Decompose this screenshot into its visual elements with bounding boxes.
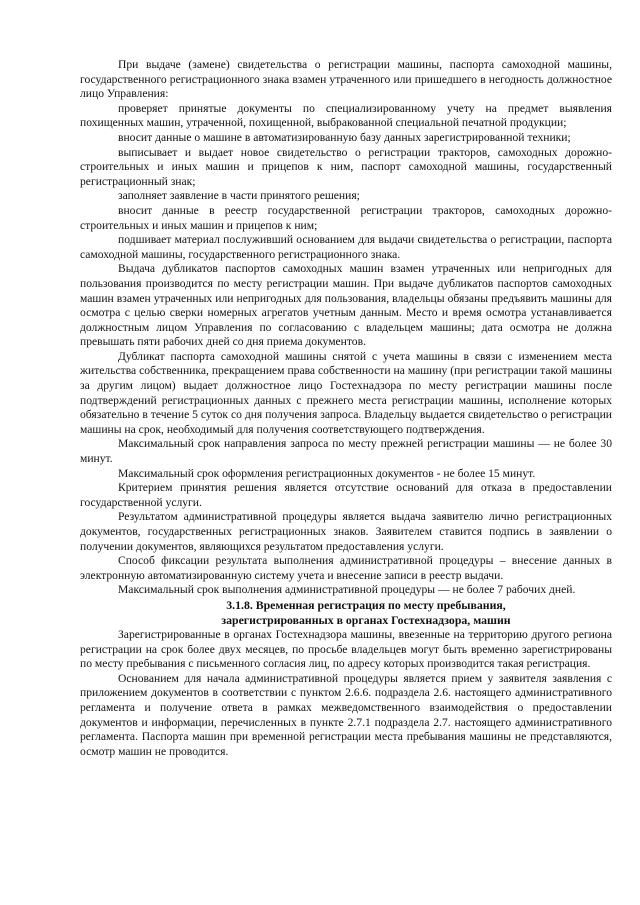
paragraph-request-deadline: Максимальный срок направления запроса по месту прежней регистрации машины — не более 30 минут. bbox=[80, 437, 612, 466]
paragraph-duplicate-deregistered: Дубликат паспорта самоходной машины снятой с учета машины в связи с изменением места жительства собственника, прекращением права собственности на машину (при регистрации такой машины за другим лицом) выдает должностное лицо Гостехнадзора по месту регистрации машины после подтверждений регистрационных данных с прежнего места регистрации машины, исполнение которых обязательно в течение 5 суток со дня получения запроса. Владельцу выдается свидетельство о регистрации машины на срок, необходимый для получения соответствующего подтверждения. bbox=[80, 349, 612, 436]
body-before-heading bbox=[80, 58, 612, 598]
paragraph-issue-certificate: выписывает и выдает новое свидетельство о регистрации тракторов, самоходных дорожно-строительных и иных машин и прицепов к ним, паспорт самоходной машины, государственный регистрационный знак; bbox=[80, 145, 612, 188]
paragraph-max-duration: Максимальный срок выполнения административной процедуры — не более 7 рабочих дней. bbox=[118, 583, 576, 597]
paragraph-procedure-basis: Основанием для начала административной процедуры является прием у заявителя заявления с приложением документов в соответствии с пунктом 2.6.6. подраздела 2.6. настоящего административного регламента и получение ответа в рамках межведомственного взаимодействия о предоставлении документов и информации, перечисленных в пункте 2.7.1 подраздела 2.7. настоящего административного регламента. Паспорта машин при временной регистрации места пребывания машины не представляются, осмотр машин не проводится. bbox=[80, 671, 612, 758]
section-heading-line-1: 3.1.8. Временная регистрация по месту пребывания, bbox=[226, 597, 506, 612]
paragraph-duplicate-passports: Выдача дубликатов паспортов самоходных машин взамен утраченных или непригодных для пользования производится по месту регистрации машин. При выдаче дубликатов паспортов самоходных машин взамен утраченных или непригодных для пользования, владельцы обязаны предъявить машины для осмотра с целью сверки номерных агрегатов учетным данным. Место и время осмотра устанавливается должностным лицом Управления по согласованию с владельцем машины; дата осмотра не должна превышать пяти рабочих дней со дня приема документов. bbox=[80, 262, 612, 349]
section-heading bbox=[80, 598, 612, 628]
paragraph-check-documents: проверяет принятые документы по специализированному учету на предмет выявления похищенных машин, утраченной, похищенной, выбракованной специальной печатной продукции; bbox=[80, 101, 612, 130]
body-after-heading bbox=[80, 628, 612, 759]
paragraph-processing-deadline: Максимальный срок оформления регистрационных документов - не более 15 минут. bbox=[118, 466, 536, 480]
paragraph-temporary-registration: Зарегистрированные в органах Гостехнадзора машины, ввезенные на территорию другого региона регистрации на срок более двух месяцев, по просьбе владельцев могут быть временно зарегистрированы по месту пребывания с письменного согласия лиц, по адресу которых производится такая регистрация. bbox=[80, 627, 612, 671]
paragraph-enter-database: вносит данные о машине в автоматизированную базу данных зарегистрированной техники; bbox=[118, 130, 571, 144]
paragraph-file-materials: подшивает материал послуживший основанием для выдачи свидетельства о регистрации, паспорта самоходной машины, государственного регистрационного знака. bbox=[80, 233, 612, 261]
paragraph-decision-criterion: Критерием принятия решения является отсутствие оснований для отказа в предоставлении государственной услуги. bbox=[80, 481, 612, 509]
paragraph-enter-registry: вносит данные в реестр государственной регистрации тракторов, самоходных дорожно-строительных и иных машин и прицепов к ним; bbox=[80, 203, 612, 232]
section-heading-line-2: зарегистрированных в органах Гостехнадзора, машин bbox=[221, 612, 511, 627]
paragraph-issue-intro: При выдаче (замене) свидетельства о регистрации машины, паспорта самоходной машины, государственного регистрационного знака взамен утраченного или пришедшего в негодность должностное лицо Управления: bbox=[80, 58, 612, 101]
paragraph-fill-application: заполняет заявление в части принятого решения; bbox=[118, 189, 360, 203]
paragraph-procedure-result: Результатом административной процедуры является выдача заявителю лично регистрационных документов, государственных регистрационных знаков. Заявителем ставится подпись в заявлении о получении документов, являющихся результатом предоставления услуги. bbox=[80, 510, 612, 553]
paragraph-result-recording: Способ фиксации результата выполнения административной процедуры – внесение данных в электронную автоматизированную систему учета и внесение записи в реестр выдачи. bbox=[80, 554, 612, 582]
